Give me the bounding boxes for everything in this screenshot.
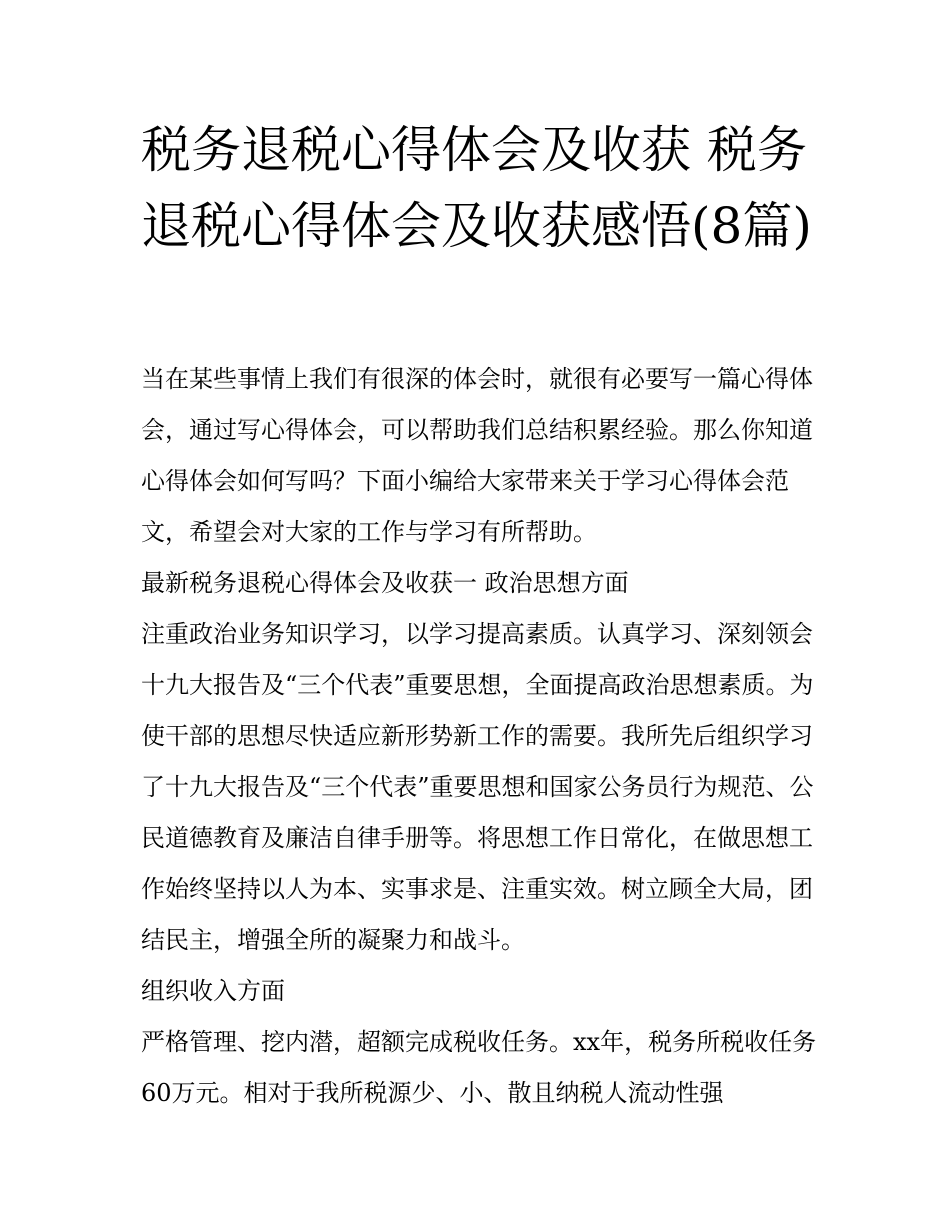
document-title: 税务退税心得体会及收获 税务退税心得体会及收获感悟(8篇) [141, 121, 812, 255]
intro-paragraph: 当在某些事情上我们有很深的体会时，就很有必要写一篇心得体会，通过写心得体会，可以帮助我们总结积累经验。那么你知道心得体会如何写吗？下面小编给大家带来关于学习心得体会范文，希望会对大家的工作与学习有所帮助。 [141, 365, 813, 546]
section-heading-political: 最新税务退税心得体会及收获一 政治思想方面 [141, 569, 629, 597]
section-heading-revenue: 组织收入方面 [141, 977, 285, 1005]
section-paragraph-political: 注重政治业务知识学习，以学习提高素质。认真学习、深刻领会十九大报告及“三个代表”重要思想，全面提高政治思想素质。为使干部的思想尽快适应新形势新工作的需要。我所先后组织学习了十九大报告及“三个代表”重要思想和国家公务员行为规范、公民道德教育及廉洁自律手册等。将思想工作日常化，在做思想工作始终坚持以人为本、实事求是、注重实效。树立顾全大局，团结民主，增强全所的凝聚力和战斗。 [141, 620, 814, 954]
document-body [141, 354, 817, 1119]
section-paragraph-revenue: 严格管理、挖内潜，超额完成税收任务。xx年，税务所税收任务60万元。相对于我所税源少、小、散且纳税人流动性强 [141, 1028, 817, 1107]
